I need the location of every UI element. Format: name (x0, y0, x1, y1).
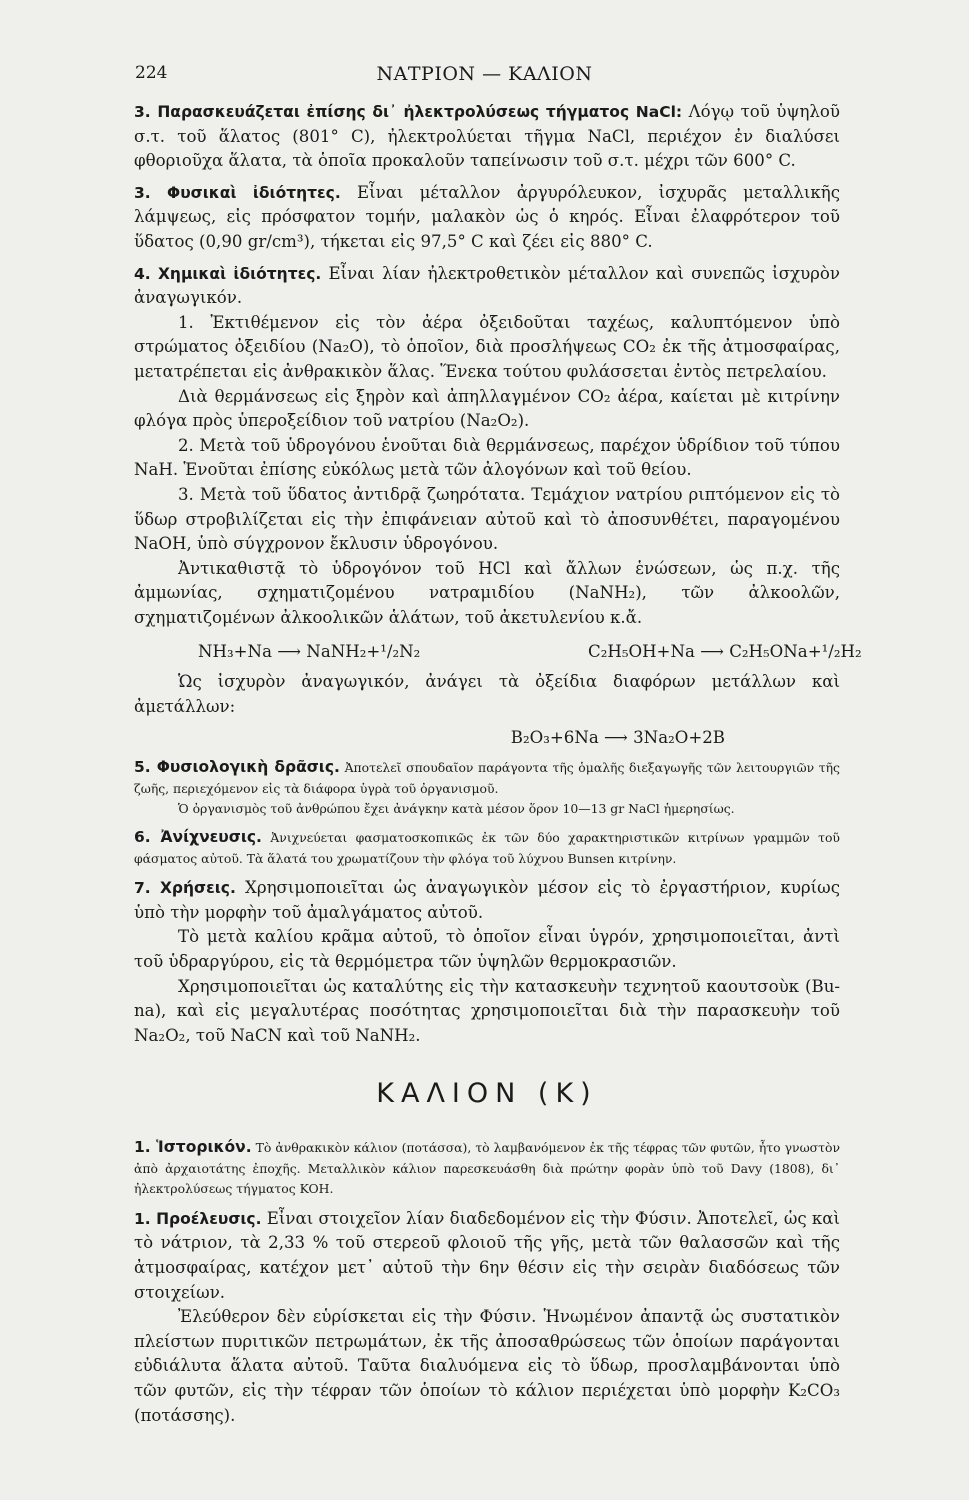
heading-chemical-properties: 4. Χημικαὶ ἰδιότητες. (134, 264, 322, 283)
paragraph-origin: 1. Προέλευσις. Εἶναι στοιχεῖον λίαν διαδεδομένον εἰς τὴν Φύσιν. Ἀποτελεῖ, ὡς καὶ τὸ νάτριον, τὰ 2,33 % τοῦ στερεοῦ φλοιοῦ τῆς γῆς, μετὰ τῶν θαλασσῶν καὶ τῆς ἀτμοσφαίρας, κατέχον μετ᾽ αὐτοῦ τὴν 6ην θέσιν εἰς τὴν σειρὰν διαδόσεως τῶν στοιχείων. (134, 1208, 841, 1302)
paragraph-uses: 7. Χρήσεις. Χρησιμοποιεῖται ὡς ἀναγωγικὸν μέσον εἰς τὸ ἐργαστήριον, κυρίως ὑπὸ τὴν μορφὴν τοῦ ἀμαλγάματος αὐτοῦ. (134, 878, 841, 922)
paragraph-combustion: Διὰ θερμάνσεως εἰς ξηρὸν καὶ ἀπηλλαγμένον CO₂ ἀέρα, καίεται μὲ κιτρίνην φλόγα πρὸς ὑπεροξείδιον τοῦ νατρίου (Na₂O₂). (134, 386, 840, 431)
paragraph-history: 1. Ἱστορικόν. Τὸ ἀνθρακικὸν κάλιον (ποτάσσα), τὸ λαμβανόμενον ἐκ τῆς τέφρας τῶν φυτῶν, ἦτο γνωστὸν ἀπὸ ἀρχαιοτάτης ἐποχῆς. Μεταλλικὸν κάλιον παρεσκευάσθη διὰ πρώτην φορὰν ὑπὸ τοῦ Davy (1808), δι᾽ ἠλεκτρολύσεως τήγματος KOH. (134, 1137, 840, 1197)
paragraph-uses-catalyst: Χρησιμοποιεῖται ὡς καταλύτης εἰς τὴν κατασκευὴν τεχνητοῦ καουτσοὺκ (Bu-na), καὶ εἰς μεγαλυτέρας ποσότητας χρησιμοποιεῖται διὰ τὴν παρασκευὴν τοῦ Na₂O₂, τοῦ NaCN καὶ τοῦ NaNH₂. (134, 976, 840, 1045)
paragraph-preparation: 3. Παρασκευάζεται ἐπίσης δι᾽ ἠλεκτρολύσεως τήγματος NaCl: Λόγῳ τοῦ ὑψηλοῦ σ.τ. τοῦ ἅλατος (801° C), ἠλεκτρολύεται τῆγμα NaCl, περιέχον ἐν διαλύσει φθοριοῦχα ἅλατα, τὰ ὁποῖα προκαλοῦν ταπείνωσιν τοῦ σ.τ. μέχρι τῶν 600° C. (134, 102, 841, 171)
paragraph-physiology-need: Ὁ ὀργανισμὸς τοῦ ἀνθρώπου ἔχει ἀνάγκην κατὰ μέσον ὅρον 10—13 gr NaCl ἡμερησίως. (178, 801, 735, 817)
equations-row (134, 636, 862, 670)
paragraph-chemical: 4. Χημικαὶ ἰδιότητες. Εἶναι λίαν ἠλεκτροθετικὸν μέταλλον καὶ συνεπῶς ἰσχυρὸν ἀναγωγικόν. (134, 263, 840, 308)
paragraph-reduction: Ὡς ἰσχυρὸν ἀναγωγικόν, ἀνάγει τὰ ὀξείδια διαφόρων μετάλλων καὶ ἀμετάλλων: (134, 672, 840, 717)
paragraph-oxidation: 1. Ἐκτιθέμενον εἰς τὸν ἀέρα ὀξειδοῦται ταχέως, καλυπτόμενον ὑπὸ στρώματος ὀξειδίου (Na₂O), τὸ ὁποῖον, διὰ προσλήψεως CO₂ ἐκ τῆς ἀτμοσφαίρας, μετατρέπεται εἰς ἀνθρακικὸν ἅλας. Ἕνεκα τούτου φυλάσσεται ἐντὸς πετρελαίου. (134, 312, 840, 381)
equation-boron: B₂O₃+6Na ⟶ 3Na₂O+2B (510, 727, 725, 747)
paragraph-water: 3. Μετὰ τοῦ ὕδατος ἀντιδρᾷ ζωηρότατα. Τεμάχιον νατρίου ριπτόμενον εἰς τὸ ὕδωρ στροβιλίζεται εἰς τὴν ἐπιφάνειαν αὐτοῦ καὶ τὸ ἀποσυνθέτει, παραγομένου NaOH, ὑπὸ σύγχρονον ἔκλυσιν ὑδρογόνου. (134, 484, 840, 554)
equation-sodamide: NH₃+Na ⟶ NaNH₂+¹/₂N₂ (198, 642, 421, 662)
paragraph-substitution: Ἀντικαθιστᾷ τὸ ὑδρογόνον τοῦ HCl καὶ ἄλλων ἑνώσεων, ὡς π.χ. τῆς ἀμμωνίας, σχηματιζομένου νατραμιδίου (NaNH₂), τῶν ἀλκοολῶν, σχηματιζομένων ἀλκοολικῶν ἁλάτων, τοῦ ἀκετυλενίου κ.ἄ. (134, 558, 840, 627)
heading-preparation: 3. Παρασκευάζεται ἐπίσης δι᾽ ἠλεκτρολύσεως τήγματος NaCl: (134, 103, 683, 121)
heading-physiology: 5. Φυσιολογικὴ δρᾶσις. (134, 758, 340, 777)
heading-uses: 7. Χρήσεις. (134, 879, 236, 898)
paragraph-hydrogen: 2. Μετὰ τοῦ ὑδρογόνου ἑνοῦται διὰ θερμάνσεως, παρέχον ὑδρίδιον τοῦ τύπου NaH. Ἑνοῦται ἐπίσης εὐκόλως μετὰ τῶν ἀλογόνων καὶ τοῦ θείου. (134, 435, 840, 480)
paragraph-detection: 6. Ἀνίχνευσις. Ἀνιχνεύεται φασματοσκοπικῶς ἐκ τῶν δύο χαρακτηριστικῶν κιτρίνων γραμμῶν τοῦ φάσματος αὐτοῦ. Τὰ ἅλατά του χρωματίζουν τὴν φλόγα τοῦ λύχνου Bunsen κιτρίνην. (134, 828, 840, 866)
running-title: ΝΑΤΡΙΟΝ — ΚΑΛΙΟΝ (376, 63, 593, 85)
section-title-potassium: ΚΑΛΙΟΝ (K) (376, 1078, 598, 1110)
equation-ethoxide: C₂H₅OH+Na ⟶ C₂H₅ONa+¹/₂H₂ (588, 642, 862, 662)
heading-history: 1. Ἱστορικόν. (134, 1137, 252, 1156)
page-number: 224 (135, 63, 168, 83)
paragraph-physiology: 5. Φυσιολογικὴ δρᾶσις. Ἀποτελεῖ σπουδαῖον παράγοντα τῆς ὁμαλῆς διεξαγωγῆς τῶν λειτουργιῶν τῆς ζωῆς, περιεχόμενον εἰς τὰ διάφορα ὑγρὰ τοῦ ὀργανισμοῦ. (134, 758, 840, 796)
paragraph-uses-alloy: Τὸ μετὰ καλίου κρᾶμα αὐτοῦ, τὸ ὁποῖον εἶναι ὑγρόν, χρησιμοποιεῖται, ἀντὶ τοῦ ὑδραργύρου, εἰς τὰ θερμόμετρα τῶν ὑψηλῶν θερμοκρασιῶν. (134, 927, 840, 971)
heading-detection: 6. Ἀνίχνευσις. (134, 828, 262, 847)
heading-physical-properties: 3. Φυσικαὶ ἰδιότητες. (134, 183, 341, 202)
paragraph-physical: 3. Φυσικαὶ ἰδιότητες. Εἶναι μέταλλον ἀργυρόλευκον, ἰσχυρᾶς μεταλλικῆς λάμψεως, εἰς πρόσφατον τομήν, μαλακὸν ὡς ὁ κηρός. Εἶναι ἐλαφρότερον τοῦ ὕδατος (0,90 gr/cm³), τήκεται εἰς 97,5° C καὶ ζέει εἰς 880° C. (134, 182, 840, 251)
paragraph-origin-compounds: Ἐλεύθερον δὲν εὑρίσκεται εἰς τὴν Φύσιν. Ἡνωμένον ἀπαντᾷ ὡς συστατικὸν πλείστων πυριτικῶν πετρωμάτων, ἐκ τῆς ἀποσαθρώσεως τῶν ὁποίων παράγονται εὐδιάλυτα ἅλατα αὐτοῦ. Ταῦτα διαλυόμενα εἰς τὸ ὕδωρ, προσλαμβάνονται ὑπὸ τῶν φυτῶν, εἰς τὴν τέφραν τῶν ὁποίων τὸ κάλιον περιέχεται ὑπὸ μορφὴν K₂CO₃ (ποτάσσης). (134, 1307, 840, 1425)
page-body (134, 100, 862, 1428)
heading-origin: 1. Προέλευσις. (134, 1209, 262, 1228)
